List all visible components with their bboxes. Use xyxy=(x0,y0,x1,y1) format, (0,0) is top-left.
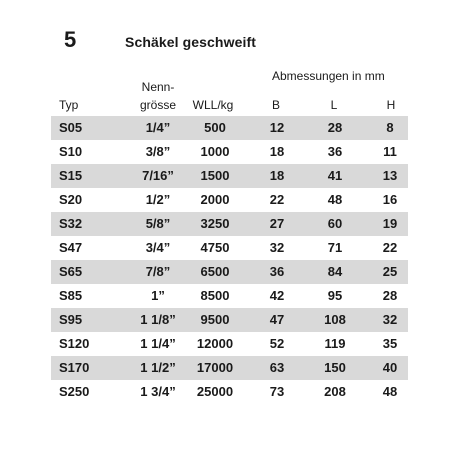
cell-b: 73 xyxy=(269,384,285,399)
table-row xyxy=(51,260,408,284)
table-row xyxy=(51,212,408,236)
cell-l: 150 xyxy=(324,360,346,375)
cell-l: 60 xyxy=(327,216,343,231)
cell-wll: 500 xyxy=(204,120,226,135)
cell-wll: 6500 xyxy=(200,264,230,279)
cell-wll: 8500 xyxy=(200,288,230,303)
header-nenngroesse-line2: grösse xyxy=(139,98,177,112)
cell-size: 1 3/4” xyxy=(140,384,176,399)
cell-h: 35 xyxy=(382,336,398,351)
cell-b: 42 xyxy=(269,288,285,303)
header-typ: Typ xyxy=(59,98,79,112)
cell-typ: S170 xyxy=(59,360,90,375)
cell-h: 25 xyxy=(382,264,398,279)
cell-l: 208 xyxy=(324,384,346,399)
cell-wll: 25000 xyxy=(196,384,234,399)
cell-b: 36 xyxy=(269,264,285,279)
cell-l: 71 xyxy=(327,240,343,255)
cell-wll: 1000 xyxy=(200,144,230,159)
cell-size: 5/8” xyxy=(145,216,171,231)
cell-size: 7/16” xyxy=(142,168,174,183)
cell-size: 3/8” xyxy=(145,144,171,159)
cell-h: 13 xyxy=(382,168,398,183)
cell-size: 1/2” xyxy=(145,192,171,207)
cell-typ: S120 xyxy=(59,336,90,351)
cell-wll: 3250 xyxy=(200,216,230,231)
cell-b: 27 xyxy=(269,216,285,231)
cell-typ: S05 xyxy=(59,120,83,135)
table-row xyxy=(51,308,408,332)
cell-typ: S10 xyxy=(59,144,83,159)
cell-wll: 17000 xyxy=(196,360,234,375)
cell-typ: S250 xyxy=(59,384,90,399)
cell-size: 3/4” xyxy=(145,240,171,255)
cell-h: 11 xyxy=(383,144,397,159)
header-wll: WLL/kg xyxy=(192,98,234,112)
cell-h: 19 xyxy=(382,216,398,231)
cell-l: 28 xyxy=(327,120,343,135)
cell-b: 52 xyxy=(269,336,285,351)
cell-l: 36 xyxy=(327,144,343,159)
cell-typ: S95 xyxy=(59,312,83,327)
cell-typ: S47 xyxy=(59,240,83,255)
cell-l: 119 xyxy=(324,336,346,351)
cell-l: 84 xyxy=(327,264,343,279)
cell-b: 18 xyxy=(269,144,285,159)
cell-b: 47 xyxy=(269,312,285,327)
header-b: B xyxy=(271,98,280,112)
cell-b: 32 xyxy=(269,240,285,255)
header-l: L xyxy=(330,98,338,112)
cell-l: 41 xyxy=(327,168,343,183)
cell-typ: S32 xyxy=(59,216,83,231)
cell-b: 63 xyxy=(269,360,285,375)
table-row xyxy=(51,164,408,188)
cell-typ: S85 xyxy=(59,288,83,303)
cell-wll: 1500 xyxy=(200,168,230,183)
table-row xyxy=(51,188,408,212)
cell-typ: S15 xyxy=(59,168,83,183)
cell-l: 95 xyxy=(327,288,343,303)
cell-wll: 12000 xyxy=(196,336,234,351)
cell-wll: 9500 xyxy=(200,312,230,327)
cell-h: 48 xyxy=(382,384,398,399)
table-row xyxy=(51,140,408,164)
cell-size: 1 1/4” xyxy=(140,336,176,351)
header-nenngroesse-line1: Nenn- xyxy=(141,80,175,94)
cell-typ: S20 xyxy=(59,192,83,207)
table-row xyxy=(51,284,408,308)
cell-h: 16 xyxy=(382,192,398,207)
cell-h: 8 xyxy=(386,120,394,135)
cell-size: 7/8” xyxy=(145,264,171,279)
cell-size: 1/4” xyxy=(145,120,171,135)
table-row xyxy=(51,356,408,380)
table-row xyxy=(51,236,408,260)
shackle-table xyxy=(51,116,408,404)
table-row xyxy=(51,380,408,404)
cell-l: 48 xyxy=(327,192,343,207)
section-number: 5 xyxy=(64,27,77,52)
cell-b: 22 xyxy=(269,192,285,207)
cell-b: 12 xyxy=(269,120,285,135)
cell-size: 1” xyxy=(151,288,165,303)
cell-wll: 4750 xyxy=(200,240,230,255)
cell-wll: 2000 xyxy=(200,192,230,207)
header-h: H xyxy=(386,98,396,112)
cell-typ: S65 xyxy=(59,264,83,279)
cell-h: 28 xyxy=(382,288,398,303)
cell-size: 1 1/8” xyxy=(140,312,176,327)
cell-h: 40 xyxy=(382,360,398,375)
table-row xyxy=(51,332,408,356)
dimensions-heading: Abmessungen in mm xyxy=(272,69,385,83)
table-row xyxy=(51,116,408,140)
cell-h: 32 xyxy=(382,312,398,327)
cell-size: 1 1/2” xyxy=(140,360,176,375)
section-title: Schäkel geschweift xyxy=(125,34,256,50)
cell-l: 108 xyxy=(324,312,346,327)
cell-b: 18 xyxy=(269,168,285,183)
cell-h: 22 xyxy=(382,240,398,255)
